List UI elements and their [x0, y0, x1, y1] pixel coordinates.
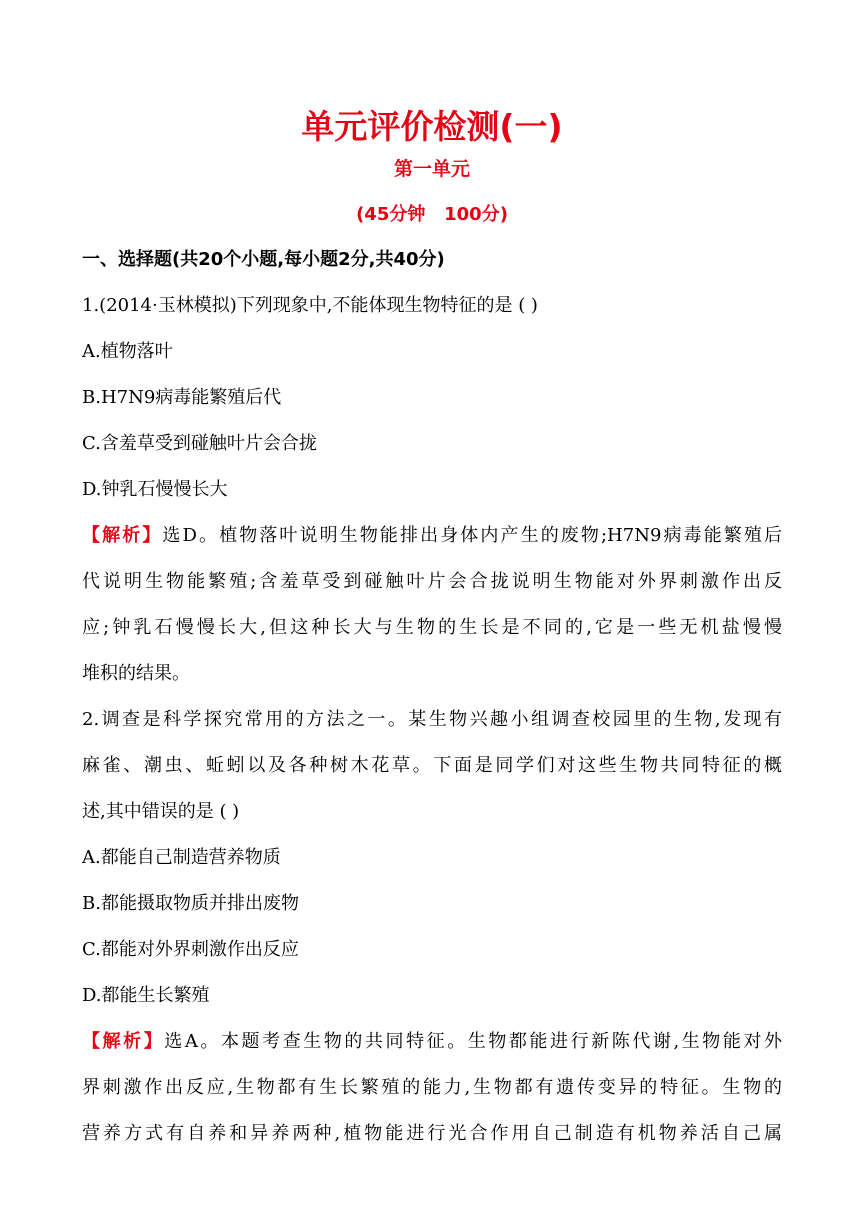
question-stem: 述,其中错误的是 ( )	[82, 801, 240, 822]
analysis-1	[82, 513, 782, 697]
option-c: C.都能对外界刺激作出反应	[82, 939, 299, 960]
question-stem: 1.(2014·玉林模拟)下列现象中,不能体现生物特征的是 ( )	[82, 295, 538, 316]
time-score-info: (45分钟 100分)	[356, 204, 508, 225]
question-stem: 2.调查是科学探究常用的方法之一。某生物兴趣小组调查校园里的生物,发现有	[82, 709, 782, 730]
analysis-line: 代说明生物能繁殖;含羞草受到碰触叶片会合拢说明生物能对外界刺激作出反	[82, 571, 782, 592]
analysis-tag: 【解析】	[82, 525, 163, 546]
option-c: C.含羞草受到碰触叶片会合拢	[82, 433, 317, 454]
option-a: A.植物落叶	[82, 341, 173, 362]
option-b: B.H7N9病毒能繁殖后代	[82, 387, 282, 408]
analysis-line: 营养方式有自养和异养两种,植物能进行光合作用自己制造有机物养活自己属	[82, 1123, 782, 1144]
option-d: D.钟乳石慢慢长大	[82, 479, 228, 500]
option-d: D.都能生长繁殖	[82, 985, 210, 1006]
analysis-text: 选A。本题考查生物的共同特征。生物都能进行新陈代谢,生物能对外	[164, 1031, 783, 1052]
option-b: B.都能摄取物质并排出废物	[82, 893, 299, 914]
analysis-line: 堆积的结果。	[82, 663, 190, 684]
analysis-text: 选D。植物落叶说明生物能排出身体内产生的废物;H7N9病毒能繁殖后	[162, 525, 782, 546]
analysis-2	[82, 1019, 782, 1157]
option-a: A.都能自己制造营养物质	[82, 847, 281, 868]
analysis-line: 界刺激作出反应,生物都有生长繁殖的能力,生物都有遗传变异的特征。生物的	[82, 1077, 782, 1098]
question-stem: 麻雀、潮虫、蚯蚓以及各种树木花草。下面是同学们对这些生物共同特征的概	[82, 755, 782, 776]
section-heading: 一、选择题(共20个小题,每小题2分,共40分)	[82, 249, 445, 270]
question-2	[82, 697, 782, 1019]
analysis-line: 应;钟乳石慢慢长大,但这种长大与生物的生长是不同的,它是一些无机盐慢慢	[82, 617, 782, 638]
unit-heading: 第一单元	[393, 158, 470, 180]
analysis-tag: 【解析】	[82, 1031, 165, 1052]
analysis-line	[82, 1019, 782, 1065]
analysis-line	[82, 513, 782, 559]
question-1	[82, 283, 782, 513]
page-title: 单元评价检测(一)	[301, 107, 563, 146]
